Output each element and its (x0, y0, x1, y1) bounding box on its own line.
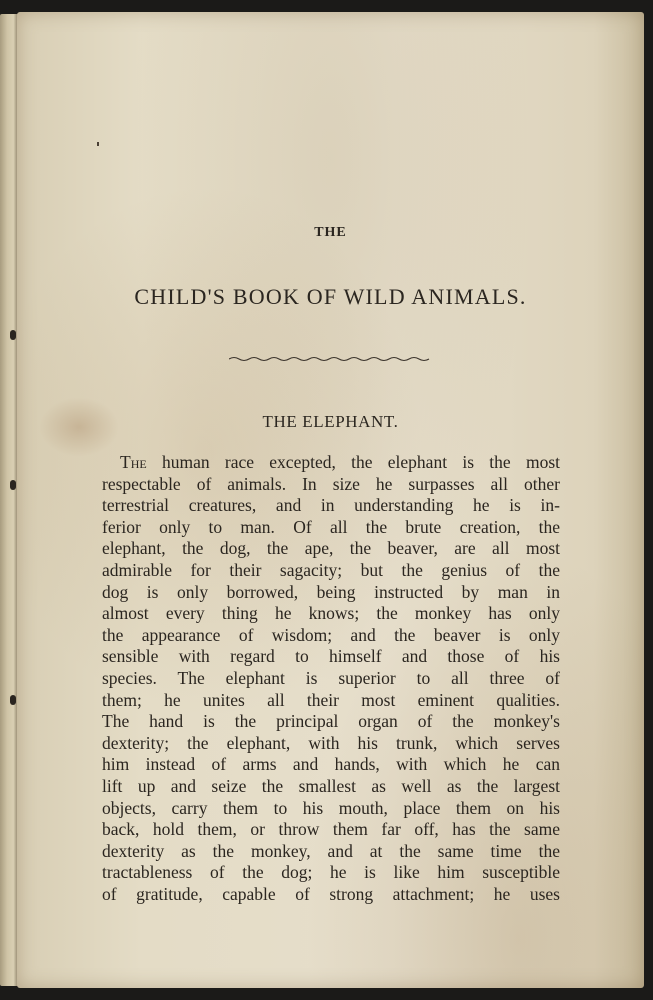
body-line: tractableness of the dog; he is like him susceptible (102, 862, 560, 883)
decorative-wavy-rule (229, 354, 434, 364)
body-line: dexterity as the monkey, and at the same time the (102, 840, 560, 861)
body-line: objects, carry them to his mouth, place them on his (102, 797, 560, 818)
body-line: of gratitude, capable of strong attachment; he uses (102, 883, 560, 904)
body-line: back, hold them, or throw them far off, has the same (102, 819, 560, 840)
book-page (17, 12, 644, 988)
book-title: CHILD'S BOOK OF WILD ANIMALS. (134, 284, 527, 309)
body-line: him instead of arms and hands, with which he can (102, 754, 560, 775)
body-line: terrestrial creatures, and in understanding he is in- (102, 495, 560, 516)
print-mark (97, 142, 99, 146)
heading-the: THE (314, 225, 347, 240)
body-line: admirable for their sagacity; but the genius of the (102, 559, 560, 580)
section-title: THE ELEPHANT. (262, 412, 399, 431)
body-line: respectable of animals. In size he surpasses all other (102, 473, 560, 494)
drop-word: The (120, 452, 147, 472)
body-line: elephant, the dog, the ape, the beaver, are all most (102, 538, 560, 559)
body-line: them; he unites all their most eminent qualities. (102, 689, 560, 710)
body-text (102, 452, 560, 905)
body-line: species. The elephant is superior to all three of (102, 667, 560, 688)
body-line: almost every thing he knows; the monkey has only (102, 603, 560, 624)
body-line: dog is only borrowed, being instructed by man in (102, 581, 560, 602)
body-line: sensible with regard to himself and those of his (102, 646, 560, 667)
body-line: ferior only to man. Of all the brute creation, the (102, 516, 560, 537)
body-line: lift up and seize the smallest as well as the largest (102, 775, 560, 796)
body-line: The human race excepted, the elephant is the most (120, 452, 560, 472)
body-line: The hand is the principal organ of the monkey's (102, 711, 560, 732)
body-line: dexterity; the elephant, with his trunk, which serves (102, 732, 560, 753)
body-line: the appearance of wisdom; and the beaver is only (102, 624, 560, 645)
